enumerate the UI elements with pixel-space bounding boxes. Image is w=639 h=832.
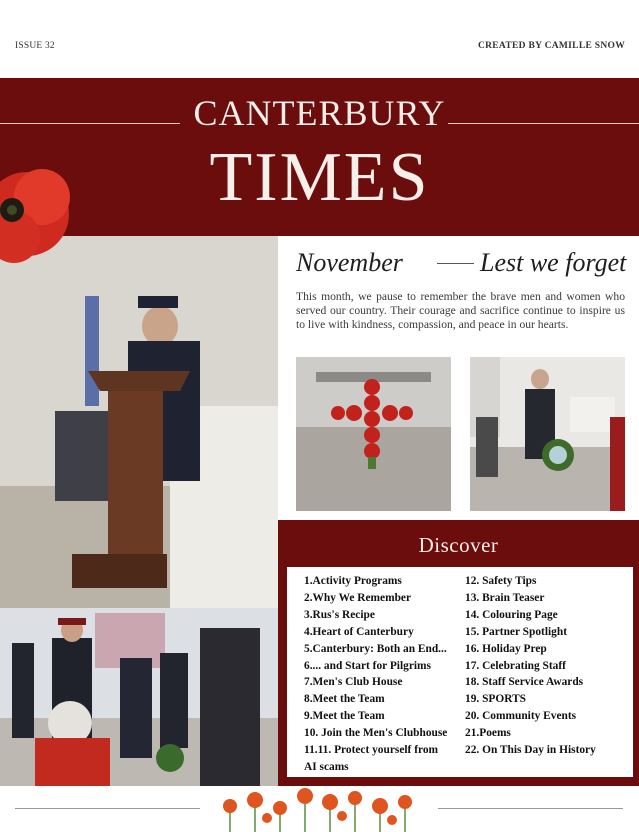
toc-item[interactable]: 20. Community Events [465,710,577,723]
feature-heading-left: November [296,248,403,277]
feature-heading-divider [437,263,474,264]
toc-item[interactable]: 17. Celebrating Staff [465,659,566,672]
feature-intro: This month, we pause to remember the brave men and women who served our country. Their courage and sacrifice continue to inspire us to live with kindness, compassion, and peace in our hearts. [296,290,625,332]
toc-item[interactable]: 19. SPORTS [465,693,526,706]
toc-item[interactable]: 2.Why We Remember [304,591,412,604]
toc-item[interactable]: 15. Partner Spotlight [465,625,567,638]
toc-item[interactable]: 4.Heart of Canterbury [304,625,414,638]
toc-column-1 [304,573,474,776]
toc-column-2 [465,573,633,759]
toc-item[interactable]: 14. Colouring Page [465,608,558,621]
toc-item-continued[interactable]: AI scams [304,760,349,773]
toc-item[interactable]: 12. Safety Tips [465,575,537,587]
photo-veterans-ceremony [0,608,278,786]
toc-item[interactable]: 1.Activity Programs [304,575,402,587]
toc-item[interactable]: 13. Brain Teaser [465,591,545,604]
discover-title: Discover [418,533,499,557]
masthead-line-1: CANTERBURY [193,93,446,133]
toc-item[interactable]: 8.Meet the Team [304,693,385,706]
table-of-contents [287,567,633,777]
footer [0,786,639,832]
top-bar [0,0,639,78]
toc-item[interactable]: 16. Holiday Prep [465,642,547,655]
toc-item[interactable]: 5.Canterbury: Both an End... [304,642,447,655]
toc-item[interactable]: 9.Meet the Team [304,710,385,723]
toc-item[interactable]: 6.... and Start for Pilgrims [304,659,431,672]
discover-panel [278,520,639,786]
toc-item[interactable]: 11.11. Protect yourself from [304,744,439,757]
masthead-title: TIMES [209,139,430,216]
issue-number: ISSUE 32 [15,41,55,51]
poppy-field-icon [200,786,438,832]
feature-heading-right: Lest we forget [480,248,627,277]
toc-item[interactable]: 18. Staff Service Awards [465,676,584,689]
toc-item[interactable]: 7.Men's Club House [304,676,403,689]
footer-rule-right [438,808,623,809]
toc-item[interactable]: 10. Join the Men's Clubhouse [304,727,448,740]
photo-poppy-cross [296,357,451,511]
toc-item[interactable]: 21.Poems [465,727,511,740]
photo-speaker-at-podium [0,236,278,608]
toc-item[interactable]: 22. On This Day in History [465,744,596,757]
masthead [0,78,639,236]
toc-item[interactable]: 3.Rus's Recipe [304,608,375,621]
photo-wreath-laying [470,357,625,511]
credit-line: CREATED BY CAMILLE SNOW [477,41,625,51]
poppy-flower-icon [0,152,82,272]
footer-rule-left [15,808,200,809]
